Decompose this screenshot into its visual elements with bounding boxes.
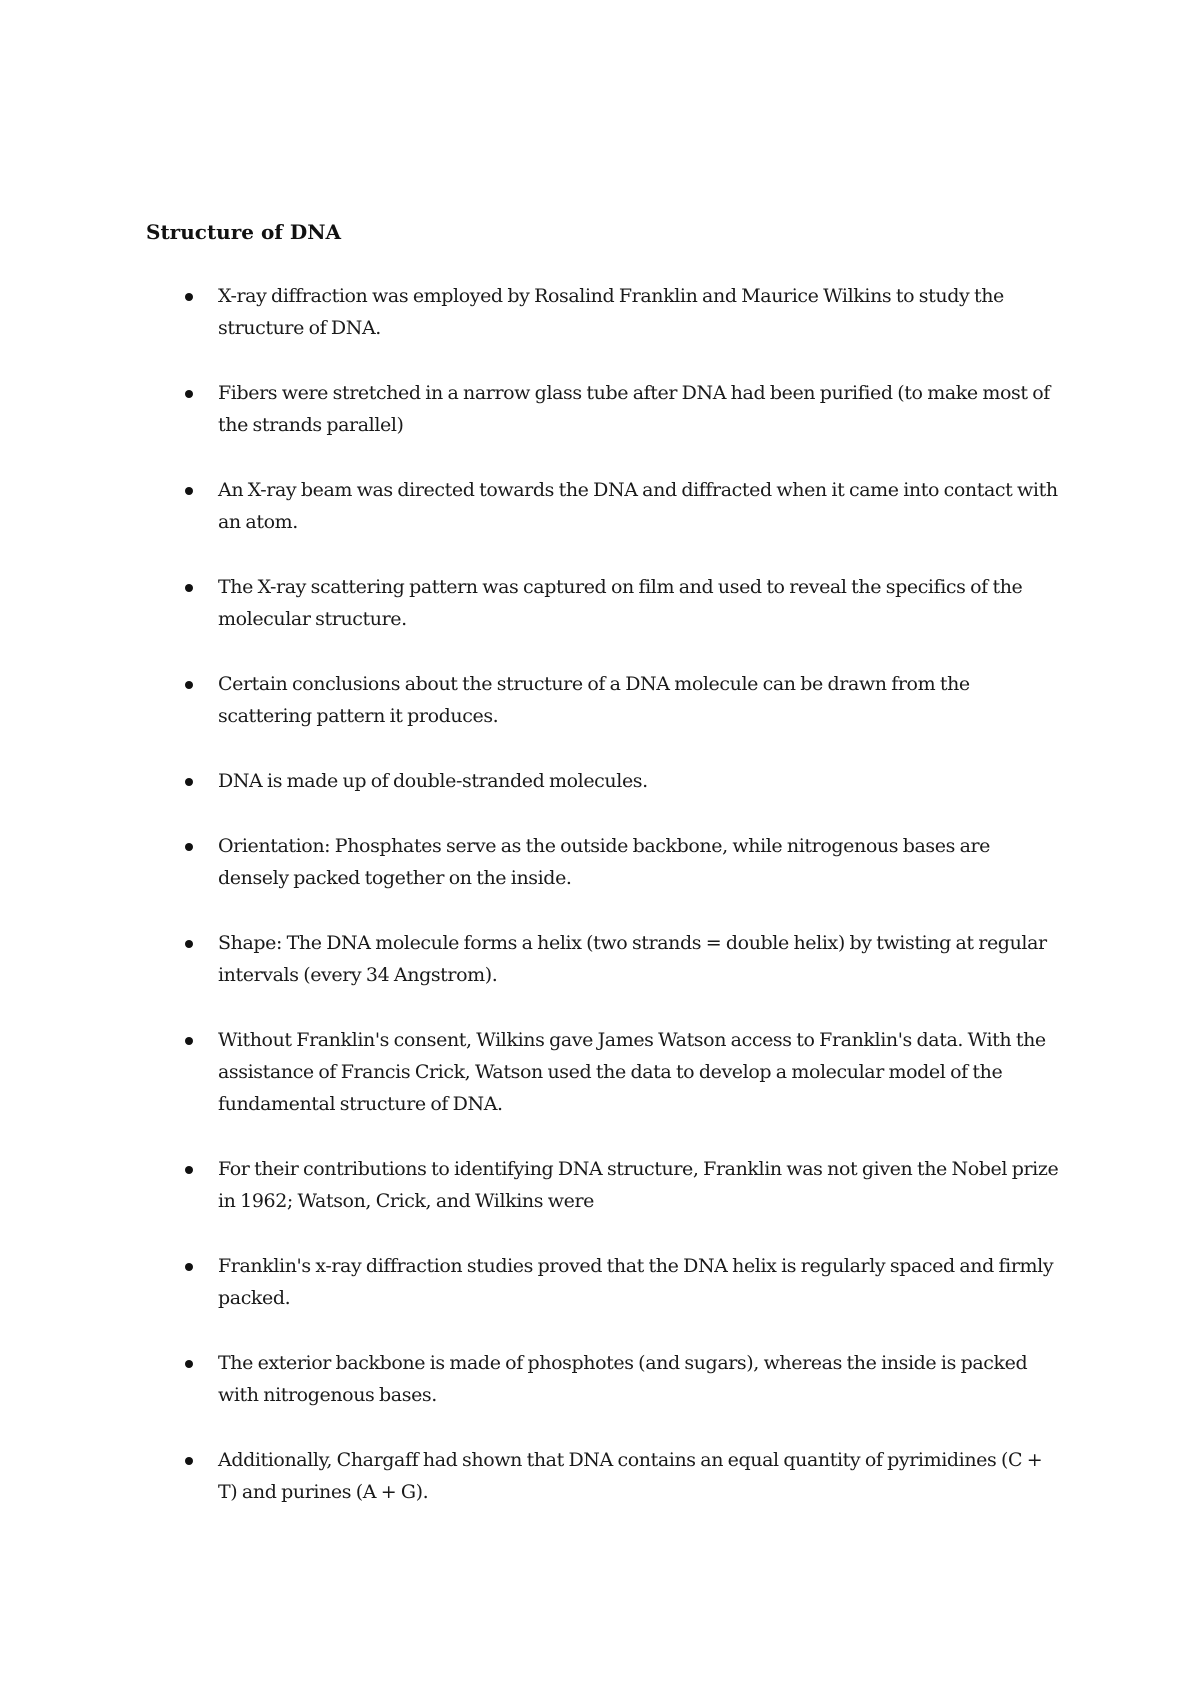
list-item <box>183 1024 1063 1120</box>
list-item <box>183 571 1063 635</box>
bullet-text: The X-ray scattering pattern was captured on film and used to reveal the specifics of the molecular structure. <box>218 576 1023 630</box>
bullet-dot-icon <box>185 1166 193 1174</box>
bullet-dot-icon <box>185 1360 193 1368</box>
bullet-dot-icon <box>185 293 193 301</box>
list-item <box>183 377 1063 441</box>
list-item <box>183 1250 1063 1314</box>
bullet-list <box>183 280 1063 1541</box>
list-item <box>183 668 1063 732</box>
bullet-text: Orientation: Phosphates serve as the outside backbone, while nitrogenous bases are densely packed together on the inside. <box>218 835 991 889</box>
bullet-text: DNA is made up of double-stranded molecules. <box>218 770 648 792</box>
bullet-text: Fibers were stretched in a narrow glass tube after DNA had been purified (to make most of the strands parallel) <box>218 382 1050 436</box>
bullet-text: An X-ray beam was directed towards the DNA and diffracted when it came into contact with an atom. <box>218 479 1058 533</box>
bullet-dot-icon <box>185 1263 193 1271</box>
bullet-dot-icon <box>185 778 193 786</box>
list-item <box>183 830 1063 894</box>
bullet-dot-icon <box>185 843 193 851</box>
list-item <box>183 1153 1063 1217</box>
bullet-text: Franklin's x-ray diffraction studies proved that the DNA helix is regularly spaced and firmly packed. <box>218 1255 1054 1309</box>
bullet-dot-icon <box>185 940 193 948</box>
bullet-text: For their contributions to identifying DNA structure, Franklin was not given the Nobel prize in 1962; Watson, Crick, and Wilkins were <box>218 1158 1059 1212</box>
list-item <box>183 1347 1063 1411</box>
bullet-text: The exterior backbone is made of phosphotes (and sugars), whereas the inside is packed with nitrogenous bases. <box>218 1352 1028 1406</box>
list-item <box>183 927 1063 991</box>
list-item <box>183 280 1063 344</box>
bullet-dot-icon <box>185 1457 193 1465</box>
bullet-text: Additionally, Chargaff had shown that DNA contains an equal quantity of pyrimidines (C + T) and purines (A + G). <box>218 1449 1043 1503</box>
bullet-dot-icon <box>185 584 193 592</box>
list-item <box>183 1444 1063 1508</box>
bullet-text: Certain conclusions about the structure of a DNA molecule can be drawn from the scattering pattern it produces. <box>218 673 970 727</box>
bullet-dot-icon <box>185 487 193 495</box>
bullet-text: Without Franklin's consent, Wilkins gave James Watson access to Franklin's data. With the assistance of Francis Crick, Watson used the data to develop a molecular model of the fundamental structure of DNA. <box>218 1029 1046 1115</box>
bullet-text: X-ray diffraction was employed by Rosalind Franklin and Maurice Wilkins to study the structure of DNA. <box>218 285 1004 339</box>
bullet-text: Shape: The DNA molecule forms a helix (two strands = double helix) by twisting at regular intervals (every 34 Angstrom). <box>218 932 1047 986</box>
list-item <box>183 765 1063 797</box>
bullet-dot-icon <box>185 390 193 398</box>
bullet-dot-icon <box>185 681 193 689</box>
bullet-dot-icon <box>185 1037 193 1045</box>
document-title: Structure of DNA <box>146 220 341 244</box>
list-item <box>183 474 1063 538</box>
